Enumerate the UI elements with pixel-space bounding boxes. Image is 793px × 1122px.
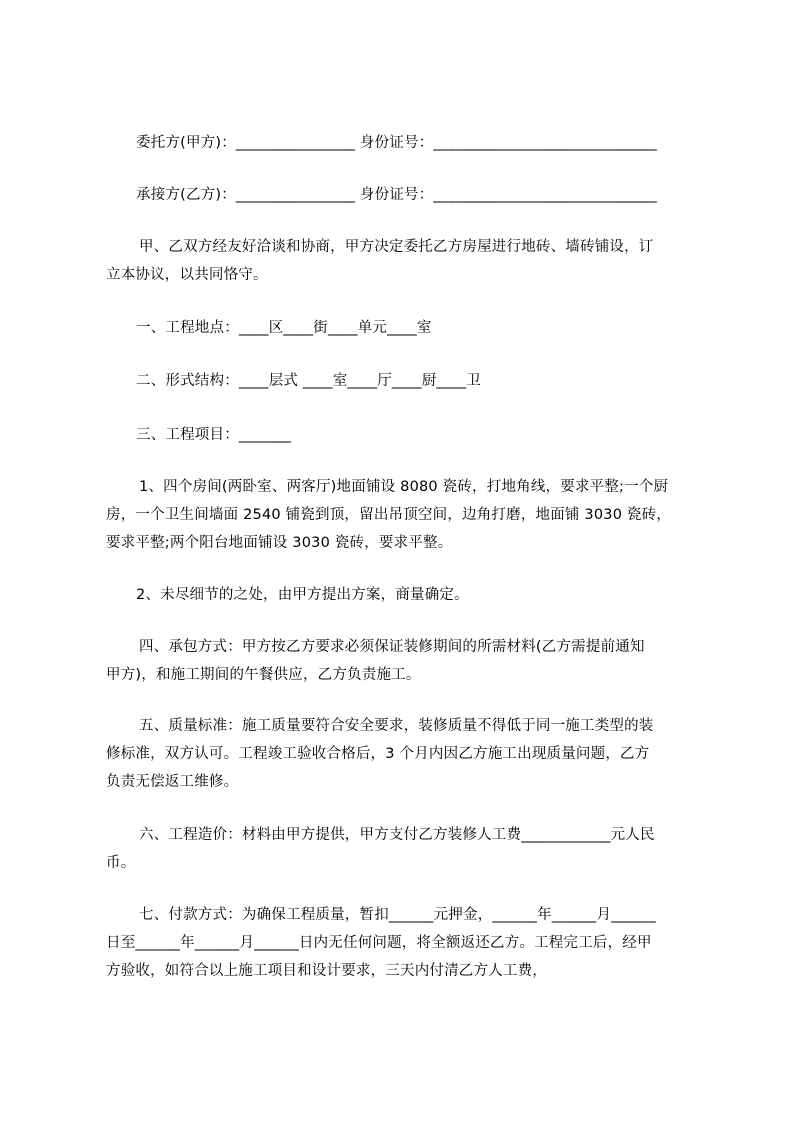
contracting-line-1: 四、承包方式：甲方按乙方要求必须保证装修期间的所需材料(乙方需提前通知 (139, 639, 645, 655)
quality-line-3: 负责无偿返工维修。 (106, 774, 239, 790)
cost-line-2: 币。 (106, 855, 136, 871)
location-line: 一、工程地点：____区____街____单元____室 (136, 320, 432, 336)
intro-line-2: 立本协议，以共同恪守。 (106, 267, 268, 283)
item1-line-1: 1、四个房间(两卧室、两客厅)地面铺设 8080 瓷砖，打地角线，要求平整;一个厨 (139, 479, 669, 495)
item1-line-2: 房，一个卫生间墙面 2540 铺瓷到顶，留出吊顶空间，边角打磨，地面铺 3030 瓷砖， (106, 507, 672, 523)
cost-line-1: 六、工程造价：材料由甲方提供，甲方支付乙方装修人工费____________元人民 (139, 827, 655, 843)
intro-line-1: 甲、乙双方经友好洽谈和协商，甲方决定委托乙方房屋进行地砖、墙砖铺设，订 (139, 239, 654, 255)
client-line: 委托方(甲方)：________________ 身份证号：______________________________ (136, 135, 657, 151)
project-line: 三、工程项目：_______ (136, 427, 292, 443)
payment-line-2: 日至______年______月______日内无任何问题，将全额返还乙方。工程完工后，经甲 (106, 935, 652, 951)
contracting-line-2: 甲方)，和施工期间的午餐供应，乙方负责施工。 (106, 667, 421, 683)
quality-line-2: 修标准，双方认可。工程竣工验收合格后，3 个月内因乙方施工出现质量问题，乙方 (106, 746, 650, 762)
item2-line: 2、未尽细节的之处，由甲方提出方案，商量确定。 (136, 587, 469, 603)
structure-line: 二、形式结构：____层式 ____室____厅____厨____卫 (136, 373, 481, 389)
payment-line-3: 方验收，如符合以上施工项目和设计要求，三天内付清乙方人工费， (106, 963, 547, 979)
item1-line-3: 要求平整;两个阳台地面铺设 3030 瓷砖，要求平整。 (106, 535, 453, 551)
contractor-line: 承接方(乙方)：________________ 身份证号：______________________________ (136, 187, 657, 203)
payment-line-1: 七、付款方式：为确保工程质量，暂扣______元押金，______年______月______ (139, 907, 656, 923)
quality-line-1: 五、质量标准：施工质量要符合安全要求，装修质量不得低于同一施工类型的装 (139, 718, 654, 734)
